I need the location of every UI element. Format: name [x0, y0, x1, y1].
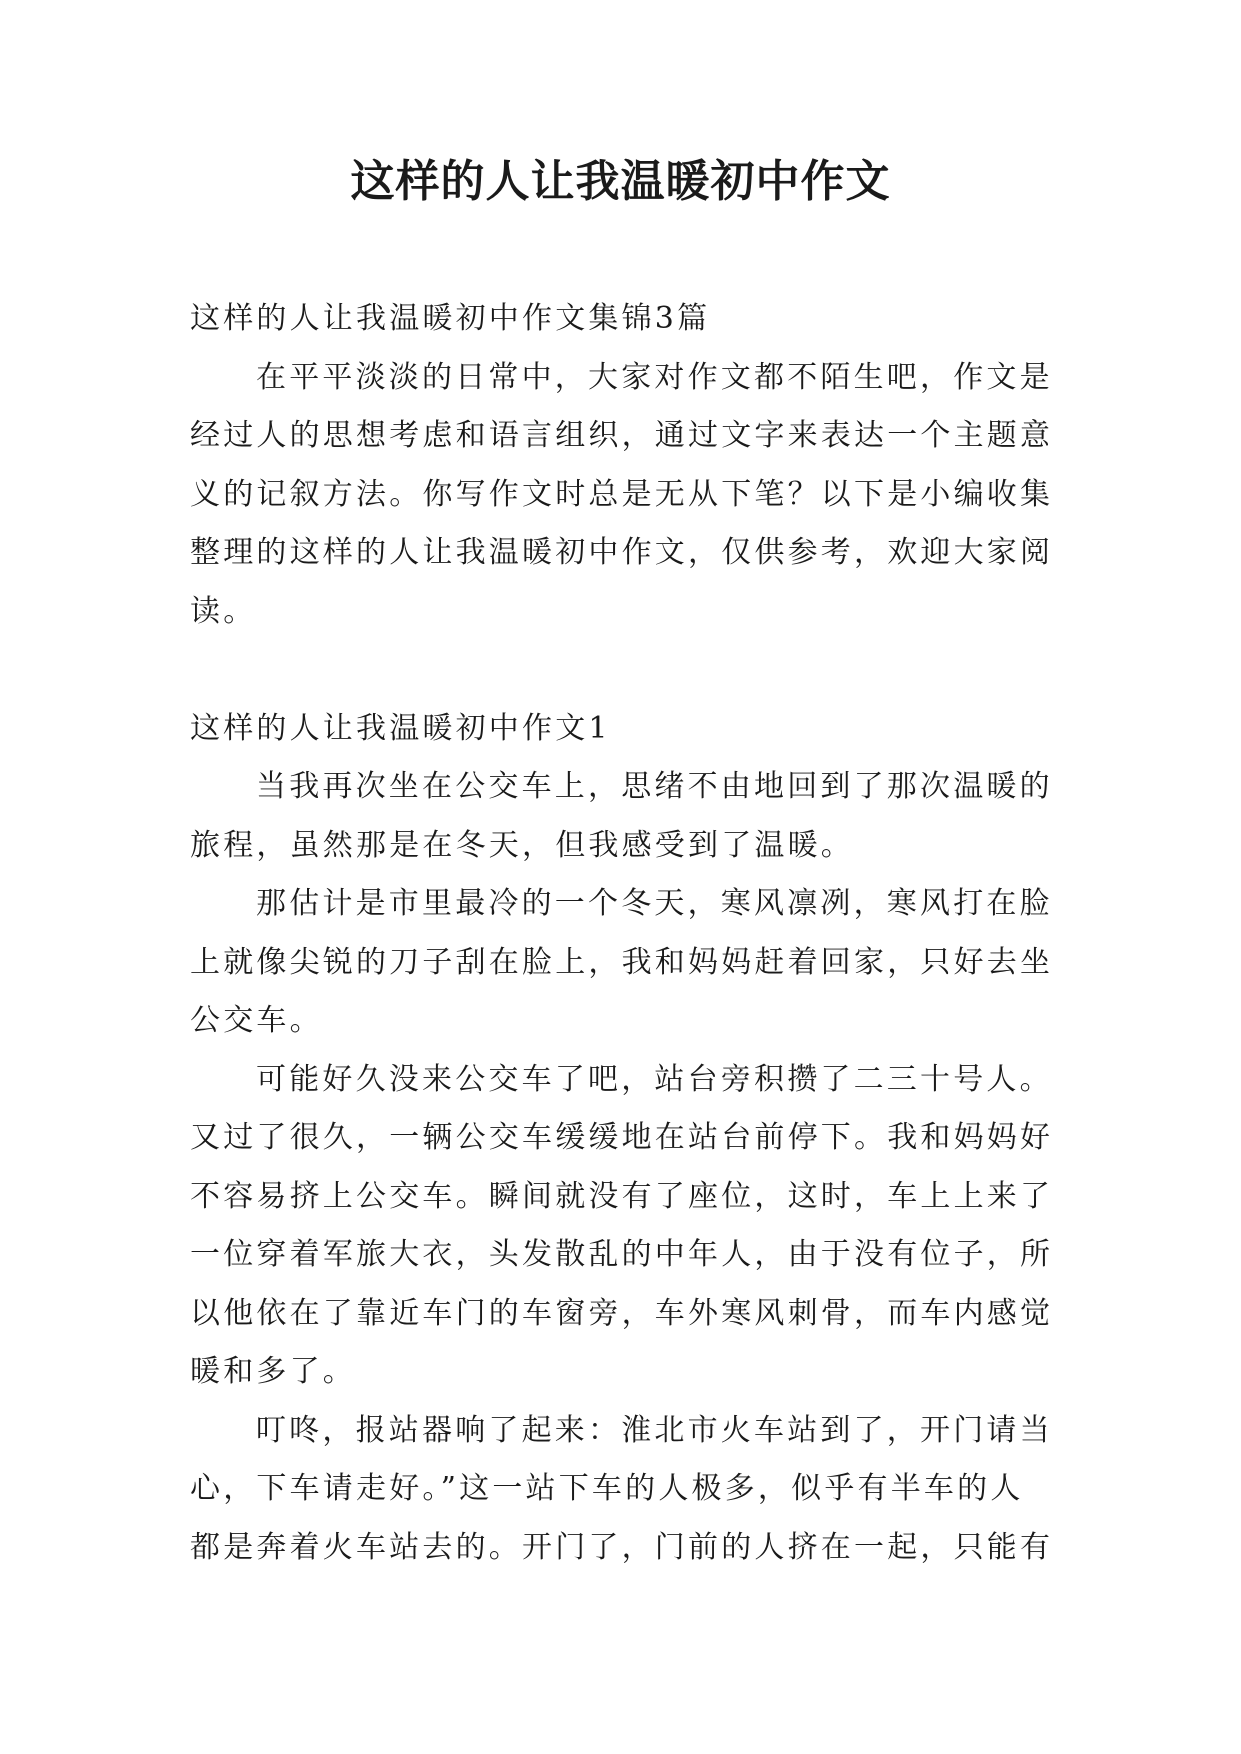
paragraph-line: 不容易挤上公交车。瞬间就没有了座位，这时，车上上来了 [190, 1178, 1054, 1214]
paragraph-line: 可能好久没来公交车了吧，站台旁积攒了二三十号人。 [256, 1061, 1053, 1097]
essay-heading: 这样的人让我温暖初中作文1 [190, 710, 611, 746]
paragraph-line: 都是奔着火车站去的。开门了，门前的人挤在一起，只能有 [190, 1529, 1054, 1565]
essay-paragraph [190, 758, 1070, 875]
paragraph-line: 在平平淡淡的日常中，大家对作文都不陌生吧，作文是 [256, 359, 1053, 395]
paragraph-line: 经过人的思想考虑和语言组织，通过文字来表达一个主题意 [190, 418, 1054, 453]
section-spacer [190, 641, 1070, 700]
essay-paragraph [190, 875, 1070, 1051]
paragraph-line: 当我再次坐在公交车上，思绪不由地回到了那次温暖的 [256, 769, 1053, 804]
intro-paragraph [190, 349, 1070, 642]
paragraph-line: 上就像尖锐的刀子刮在脸上，我和妈妈赶着回家，只好去坐 [190, 944, 1054, 980]
paragraph-line: 以他依在了靠近车门的车窗旁，车外寒风刺骨，而车内感觉 [190, 1295, 1054, 1331]
essay-paragraph [190, 1402, 1070, 1578]
paragraph-line: 公交车。 [190, 1003, 323, 1038]
paragraph-line: 又过了很久，一辆公交车缓缓地在站台前停下。我和妈妈好 [190, 1120, 1054, 1155]
paragraph-line: 整理的这样的人让我温暖初中作文，仅供参考，欢迎大家阅 [190, 535, 1054, 570]
essay-paragraph [190, 1051, 1070, 1402]
paragraph-line: 那估计是市里最冷的一个冬天，寒风凛冽，寒风打在脸 [256, 886, 1053, 921]
paragraph-line: 一位穿着军旅大衣，头发散乱的中年人，由于没有位子，所 [190, 1237, 1054, 1272]
paragraph-line: 读。 [190, 593, 257, 629]
paragraph-line: 叮咚，报站器响了起来：淮北市火车站到了，开门请当 [256, 1412, 1053, 1448]
collection-heading: 这样的人让我温暖初中作文集锦3篇 [190, 301, 711, 336]
paragraph-line: 旅程，虽然那是在冬天，但我感受到了温暖。 [190, 827, 854, 863]
document-body [190, 290, 1070, 1577]
paragraph-line: 暖和多了。 [190, 1354, 356, 1389]
paragraph-line: 义的记叙方法。你写作文时总是无从下笔？以下是小编收集 [190, 476, 1054, 512]
document-title: 这样的人让我温暖初中作文 [350, 156, 891, 207]
paragraph-line: 心，下车请走好。”这一站下车的人极多，似乎有半车的人 [190, 1471, 1024, 1506]
